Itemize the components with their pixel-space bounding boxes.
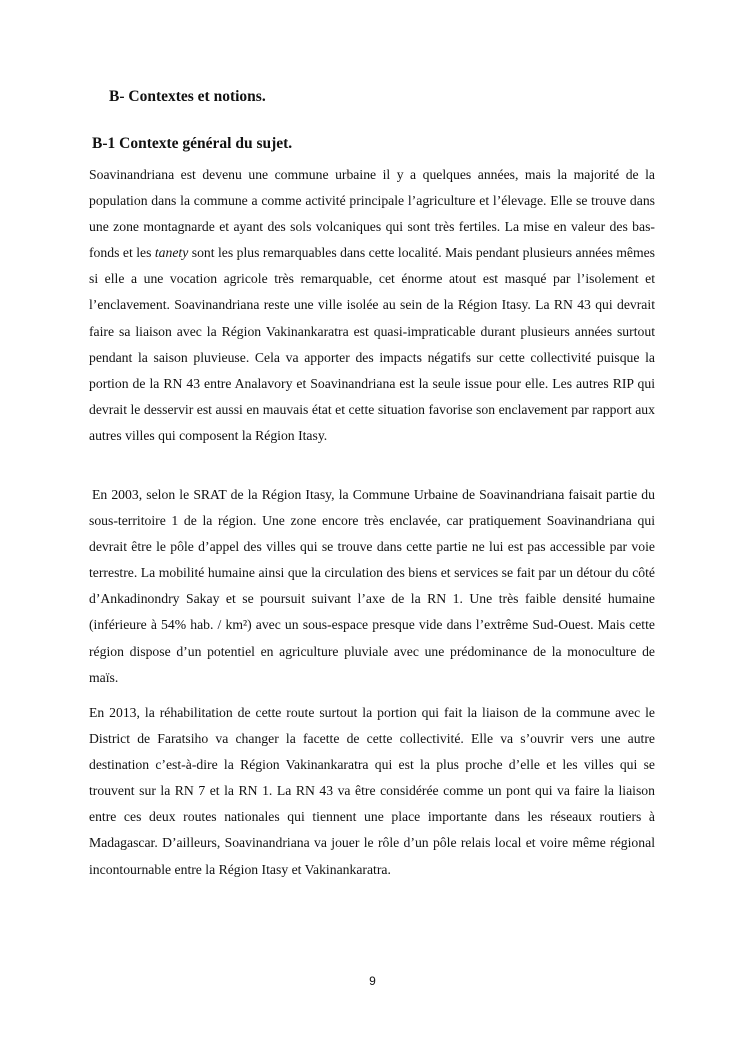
subsection-heading: B-1 Contexte général du sujet. xyxy=(92,135,293,152)
paragraph-text: Soavinandriana est devenu une commune urbaine il y a quelques années, mais la majorité de la population dans la commune a comme activité principale l’agriculture et l’élevage. Elle se trouve dans une zone montagnarde et ayant des sols volcaniques qui sont très fertiles. La mise en valeur des bas-fonds et les xyxy=(89,167,655,261)
paragraph-text: sont les plus remarquables dans cette localité. Mais pendant plusieurs années mêmes si elle a une vocation agricole très remarquable, cet énorme atout est masqué par l’isolement et l’enclavement. Soavinandriana reste une ville isolée au sein de la Région Itasy. La RN 43 qui devrait faire sa liaison avec la Région Vakinankaratra est quasi-impraticable durant plusieurs années surtout pendant la saison pluvieuse. Cela va apporter des impacts négatifs sur cette collectivité puisque la portion de la RN 43 entre Analavory et Soavinandriana est la seule issue pour elle. Les autres RIP qui devrait le desservir est aussi en mauvais état et cette situation favorise son enclavement par rapport aux autres villes qui composent la Région Itasy. xyxy=(89,245,655,443)
page-number: 9 xyxy=(369,974,376,988)
paragraph-context xyxy=(89,162,655,449)
emphasized-term: tanety xyxy=(154,245,189,261)
paragraph-2013: En 2013, la réhabilitation de cette route surtout la portion qui fait la liaison de la commune avec le District de Faratsiho va changer la facette de cette collectivité. Elle va s’ouvrir vers une autre destination c’est-à-dire la Région Vakinankaratra qui est la plus proche d’elle et les villes qui se trouvent sur la RN 7 et la RN 1. La RN 43 va être considérée comme un pont qui va faire la liaison entre ces deux routes nationales qui tiennent une place importante dans les réseaux routiers à Madagascar. D’ailleurs, Soavinandriana va jouer le rôle d’un pôle relais local et voire même régional incontournable entre la Région Itasy et Vakinankaratra. xyxy=(89,705,655,877)
section-heading: B- Contextes et notions. xyxy=(109,88,266,105)
paragraph-2003: En 2003, selon le SRAT de la Région Itasy, la Commune Urbaine de Soavinandriana faisait partie du sous-territoire 1 de la région. Une zone encore très enclavée, car pratiquement Soavinandriana qui devrait être le pôle d’appel des villes qui se trouve dans cette partie ne lui est pas accessible par voie terrestre. La mobilité humaine ainsi que la circulation des biens et services se fait par un détour du côté d’Ankadinondry Sakay et se poursuit suivant l’axe de la RN 1. Une très faible densité humaine (inférieure à 54% hab. / km²) avec un sous-espace presque vide dans l’extrême Sud-Ouest. Mais cette région dispose d’un potentiel en agriculture pluviale avec une prédominance de la monoculture de maïs. xyxy=(89,487,655,685)
